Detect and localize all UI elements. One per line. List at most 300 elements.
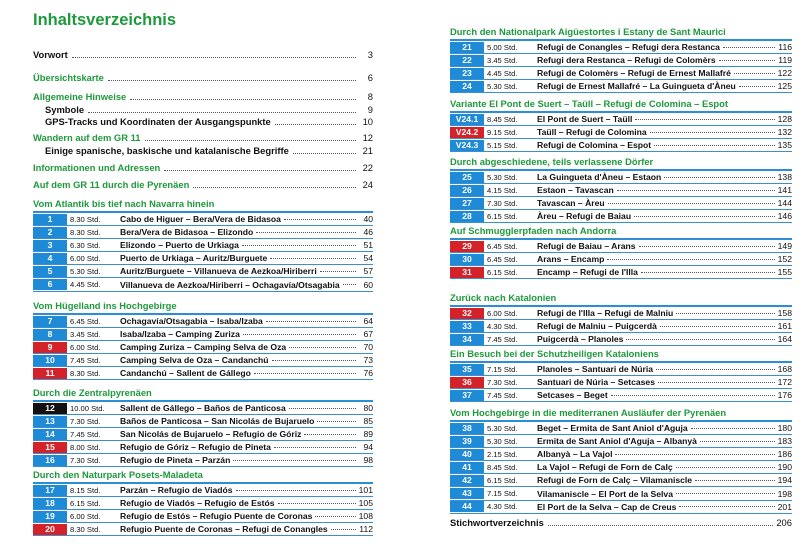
stage-page: 40: [363, 214, 373, 224]
stage-duration: 8.30 Std.: [70, 214, 101, 224]
stage-number: 43: [450, 488, 484, 499]
stage-number: 20: [33, 524, 67, 535]
stage-duration: 8.45 Std.: [487, 114, 518, 124]
stage-number: 40: [450, 449, 484, 460]
stage-duration: 5.30 Std.: [487, 172, 518, 182]
stage-row[interactable]: [450, 389, 792, 402]
stage-duration: 6.45 Std.: [487, 254, 518, 264]
stage-number: 2: [33, 227, 67, 238]
stage-duration: 10.00 Std.: [70, 403, 105, 413]
stage-title: La Guingueta d'Àneu – Estaon: [537, 172, 662, 182]
stage-row[interactable]: [33, 239, 373, 252]
stage-number: V24.1: [450, 114, 484, 125]
stage-row[interactable]: [450, 333, 792, 346]
stage-page: 155: [777, 267, 792, 278]
stage-number: 10: [33, 355, 67, 366]
stage-number: 17: [33, 485, 67, 496]
stage-duration: 7.30 Std.: [70, 416, 101, 426]
stage-row[interactable]: [450, 240, 792, 253]
toc-entry[interactable]: [33, 71, 373, 84]
stage-number: 29: [450, 241, 484, 252]
stage-row[interactable]: [450, 197, 792, 210]
stage-title: Ermita de Sant Aniol d'Aguja – Albanyà: [537, 436, 697, 447]
stage-title: La Vajol – Refugi de Forn de Calç: [537, 462, 673, 473]
dot-leader: [243, 334, 356, 335]
stage-duration: 5.15 Std.: [487, 140, 518, 150]
stage-duration: 6.30 Std.: [70, 240, 101, 250]
stage-number: 13: [33, 416, 67, 427]
toc-entry[interactable]: [33, 161, 373, 174]
dot-leader: [548, 525, 774, 526]
section-heading: Durch abgeschiedene, teils verlassene Dörfer: [450, 156, 654, 167]
stage-number: 1: [33, 214, 67, 225]
stage-number: 16: [33, 455, 67, 466]
stage-duration: 4.15 Std.: [487, 185, 518, 195]
stage-number: 5: [33, 266, 67, 277]
stage-row[interactable]: [450, 41, 792, 54]
stage-duration: 7.45 Std.: [487, 334, 518, 344]
stage-duration: 4.45 Std.: [487, 68, 518, 78]
stage-duration: 8.00 Std.: [70, 442, 101, 452]
toc-entry[interactable]: [33, 144, 373, 157]
stage-number: 19: [33, 511, 67, 522]
stage-page: 190: [777, 462, 792, 473]
stage-title: Villanueva de Aezkoa/Hiriberri – Ochagavía/Otsagabia: [120, 279, 340, 290]
stage-number: 18: [33, 498, 67, 509]
stage-title: Auritz/Burguete – Villanueva de Aezkoa/Hiriberri: [120, 266, 317, 277]
dot-leader: [700, 441, 775, 442]
dot-leader: [193, 187, 356, 188]
entry-page: 24: [362, 179, 373, 190]
stage-number: 8: [33, 329, 67, 340]
dot-leader: [331, 529, 356, 530]
dot-leader: [654, 145, 775, 146]
stage-row[interactable]: [450, 474, 792, 487]
stage-title: Refugi de Colomina – Espot: [537, 140, 652, 151]
stage-number: 34: [450, 334, 484, 345]
dot-leader: [233, 460, 356, 461]
stage-row[interactable]: [33, 454, 373, 467]
section-heading: Zurück nach Katalonien: [450, 292, 557, 303]
stage-row[interactable]: [450, 488, 792, 501]
dot-leader: [274, 447, 356, 448]
stage-title: Refugio de Pineta – Parzán: [120, 455, 231, 466]
stage-duration: 2.15 Std.: [487, 449, 518, 459]
stage-title: Planoles – Santuari de Núria: [537, 364, 654, 374]
entry-title: Informationen und Adressen: [33, 162, 161, 173]
toc-entry[interactable]: [33, 178, 373, 191]
stage-title: Parzán – Refugio de Viadós: [120, 485, 233, 495]
stage-row[interactable]: [450, 461, 792, 474]
stage-page: 60: [363, 279, 373, 290]
stage-duration: 6.45 Std.: [70, 316, 101, 326]
stage-row[interactable]: [450, 307, 792, 320]
stage-row[interactable]: [450, 363, 792, 376]
stage-row[interactable]: [450, 113, 792, 126]
stage-title: Refugi de l'Illa – Refugi de Malniu: [537, 308, 674, 318]
stage-title: Refugi de Colomèrs – Refugi de Ernest Mallafré: [537, 68, 731, 79]
stage-number: 28: [450, 211, 484, 222]
stage-number: 26: [450, 185, 484, 196]
dot-leader: [275, 124, 356, 125]
section-heading: Durch den Naturpark Posets-Maladeta: [33, 469, 203, 480]
dot-leader: [304, 434, 356, 435]
dot-leader: [72, 57, 356, 58]
stage-title: Refugi dera Restanca – Refugi de Colomèrs: [537, 55, 716, 66]
stage-number: 31: [450, 267, 484, 278]
stage-page: 168: [777, 364, 792, 374]
stage-title: Refugio Puente de Coronas – Refugi de Conangles: [120, 524, 328, 535]
dot-leader: [634, 216, 775, 217]
stage-row[interactable]: [450, 184, 792, 197]
stage-title: Puerto de Urkiaga – Auritz/Burguete: [120, 253, 268, 264]
stage-duration: 6.00 Std.: [70, 253, 101, 263]
stage-row[interactable]: [33, 441, 373, 454]
dot-leader: [635, 119, 774, 120]
stage-row[interactable]: [450, 210, 792, 223]
stage-title: Tavascan – Àreu: [537, 198, 605, 209]
stage-duration: 8.15 Std.: [70, 485, 101, 495]
toc-entry[interactable]: [33, 115, 373, 128]
section-heading: Ein Besuch bei der Schutzheiligen Kataloniens: [450, 348, 659, 359]
stage-duration: 5.30 Std.: [487, 81, 518, 91]
section-heading: Vom Atlantik bis tief nach Navarra hinein: [33, 198, 215, 209]
stage-title: Albanyà – La Vajol: [537, 449, 613, 460]
dot-leader: [691, 428, 775, 429]
entry-page: 6: [367, 72, 373, 83]
stage-row[interactable]: [450, 266, 792, 279]
stage-row[interactable]: [33, 252, 373, 265]
stage-page: 138: [777, 172, 792, 182]
section-heading: Vom Hochgebirge in die mediterranen Ausläufer der Pyrenäen: [450, 407, 727, 418]
entry-title: Vorwort: [33, 49, 68, 60]
stage-number: V24.3: [450, 140, 484, 151]
stage-number: 7: [33, 316, 67, 327]
entry-title: GPS-Tracks und Koordinaten der Ausgangspunkte: [45, 116, 271, 127]
stage-title: Encamp – Refugi de l'Illa: [537, 267, 638, 278]
stage-title: Refugi de Forn de Calç – Vilamaniscle: [537, 475, 693, 486]
stage-row[interactable]: [33, 484, 373, 497]
stage-row[interactable]: [33, 428, 373, 441]
stage-title: Candanchú – Sallent de Gállego: [120, 368, 251, 379]
index-entry[interactable]: [450, 516, 792, 529]
toc-entry[interactable]: [33, 90, 373, 103]
stage-row[interactable]: [33, 354, 373, 367]
stage-page: 135: [777, 140, 792, 151]
dot-leader: [272, 360, 356, 361]
dot-leader: [130, 99, 356, 100]
stage-page: 80: [363, 403, 373, 413]
dot-leader: [284, 219, 356, 220]
stage-title: Setcases – Beget: [537, 390, 608, 401]
stage-number: 22: [450, 55, 484, 66]
stage-row[interactable]: [450, 80, 792, 93]
stage-duration: 6.00 Std.: [70, 342, 101, 352]
stage-page: 146: [777, 211, 792, 222]
dot-leader: [650, 132, 775, 133]
stage-duration: 8.45 Std.: [487, 462, 518, 472]
stage-page: 116: [778, 42, 792, 52]
stage-row[interactable]: [450, 54, 792, 67]
stage-number: 36: [450, 377, 484, 388]
stage-title: Refugi de Baiau – Arans: [537, 241, 636, 251]
entry-page: 3: [367, 49, 373, 60]
stage-number: 12: [33, 403, 67, 414]
stage-row[interactable]: [450, 422, 792, 435]
stage-number: 21: [450, 42, 484, 53]
section-heading: Vom Hügelland ins Hochgebirge: [33, 300, 177, 311]
stage-row[interactable]: [450, 139, 792, 152]
stage-page: 198: [777, 488, 792, 499]
stage-row[interactable]: [450, 320, 792, 333]
stage-title: Sallent de Gállego – Baños de Panticosa: [120, 403, 286, 413]
stage-title: Santuari de Núria – Setcases: [537, 377, 655, 388]
stage-title: Refugio de Góriz – Refugio de Pineta: [120, 442, 271, 453]
stage-page: 194: [777, 475, 792, 486]
stage-page: 176: [777, 390, 792, 401]
stage-page: 98: [363, 455, 373, 466]
stage-number: 42: [450, 475, 484, 486]
stage-title: Refugio de Viadós – Refugio de Estós: [120, 498, 275, 509]
dot-leader: [320, 271, 356, 272]
entry-page: 22: [362, 162, 373, 173]
stage-number: 15: [33, 442, 67, 453]
stage-row[interactable]: [450, 448, 792, 461]
stage-duration: 6.00 Std.: [487, 308, 518, 318]
stage-number: 24: [450, 81, 484, 92]
stage-duration: 3.45 Std.: [70, 329, 101, 339]
stage-row[interactable]: [33, 497, 373, 510]
dot-leader: [734, 73, 775, 74]
entry-page: 206: [776, 517, 792, 528]
entry-title: Symbole: [45, 104, 85, 115]
stage-title: El Port de la Selva – Cap de Creus: [537, 501, 677, 512]
stage-page: 105: [358, 498, 373, 509]
stage-title: Camping Selva de Oza – Candanchú: [120, 355, 269, 366]
dot-leader: [626, 339, 774, 340]
stage-title: Àreu – Refugi de Baiau: [537, 211, 632, 222]
stage-number: 3: [33, 240, 67, 251]
stage-page: 180: [777, 423, 792, 433]
dot-leader: [641, 272, 775, 273]
stage-row[interactable]: [33, 328, 373, 341]
stage-page: 128: [777, 114, 792, 124]
stage-number: 38: [450, 423, 484, 434]
stage-page: 94: [363, 442, 373, 453]
stage-number: 41: [450, 462, 484, 473]
dot-leader: [108, 80, 356, 81]
dot-leader: [88, 112, 356, 113]
dot-leader: [664, 177, 774, 178]
stage-row[interactable]: [33, 315, 373, 328]
stage-page: 70: [363, 342, 373, 353]
entry-title: Allgemeine Hinweise: [33, 91, 127, 102]
stage-row[interactable]: [33, 510, 373, 523]
stage-title: Arans – Encamp: [537, 254, 605, 265]
stage-page: 186: [777, 449, 792, 460]
dot-leader: [658, 382, 775, 383]
dot-leader: [164, 170, 356, 171]
stage-page: 51: [363, 240, 373, 251]
stage-title: Camping Zuriza – Camping Selva de Oza: [120, 342, 287, 353]
stage-duration: 6.15 Std.: [487, 211, 518, 221]
dot-leader: [289, 408, 356, 409]
dot-leader: [607, 259, 774, 260]
dot-leader: [242, 245, 356, 246]
stage-row[interactable]: [33, 341, 373, 354]
stage-duration: 5.30 Std.: [487, 423, 518, 433]
stage-page: 101: [358, 485, 373, 495]
stage-page: 125: [777, 81, 792, 92]
dot-leader: [289, 347, 356, 348]
stage-duration: 7.30 Std.: [487, 198, 518, 208]
stage-number: 37: [450, 390, 484, 401]
entry-title: Auf dem GR 11 durch die Pyrenäen: [33, 179, 190, 190]
toc-entry[interactable]: [33, 131, 373, 144]
entry-page: 9: [367, 104, 373, 115]
stage-duration: 6.15 Std.: [487, 475, 518, 485]
stage-row[interactable]: [33, 279, 373, 292]
stage-title: Refugi de Malniu – Puigcerdà: [537, 321, 657, 332]
stage-duration: 8.30 Std.: [70, 227, 101, 237]
stage-number: 30: [450, 254, 484, 265]
stage-number: 14: [33, 429, 67, 440]
stage-title: Refugi de Conangles – Refugi dera Restanca: [537, 42, 720, 52]
dot-leader: [676, 467, 775, 468]
stage-page: 161: [777, 321, 792, 332]
stage-number: 32: [450, 308, 484, 319]
stage-page: 172: [777, 377, 792, 388]
stage-duration: 9.15 Std.: [487, 127, 518, 137]
stage-row[interactable]: [33, 367, 373, 380]
stage-number: 23: [450, 68, 484, 79]
entry-page: 21: [362, 145, 373, 156]
stage-duration: 4.45 Std.: [70, 280, 101, 289]
stage-page: 144: [777, 198, 792, 209]
dot-leader: [615, 454, 774, 455]
dot-leader: [236, 490, 356, 491]
dot-leader: [343, 284, 356, 285]
stage-page: 152: [777, 254, 792, 265]
stage-row[interactable]: [33, 523, 373, 536]
stage-number: 6: [33, 279, 67, 290]
section-heading: Durch die Zentralpyrenäen: [33, 387, 152, 398]
stage-title: San Nicolás de Bujaruelo – Refugio de Góriz: [120, 429, 302, 440]
stage-row[interactable]: [33, 265, 373, 278]
stage-row[interactable]: [33, 402, 373, 415]
dot-leader: [676, 313, 774, 314]
stage-page: 149: [777, 241, 792, 251]
stage-page: 108: [358, 511, 373, 522]
stage-page: 201: [777, 501, 792, 512]
stage-page: 57: [363, 266, 373, 277]
entry-title: Wandern auf dem GR 11: [33, 132, 141, 143]
stage-page: 54: [363, 253, 373, 264]
stage-duration: 8.30 Std.: [70, 368, 101, 378]
stage-title: Refugi de Ernest Mallafré – La Guingueta d'Àneu: [537, 81, 736, 92]
stage-duration: 7.45 Std.: [487, 390, 518, 400]
toc-entry[interactable]: [33, 48, 373, 61]
stage-duration: 8.30 Std.: [70, 524, 101, 534]
stage-duration: 6.15 Std.: [487, 267, 518, 277]
stage-number: 9: [33, 342, 67, 353]
entry-title: Stichwortverzeichnis: [450, 517, 544, 528]
stage-page: 89: [363, 429, 373, 440]
stage-duration: 6.45 Std.: [487, 241, 518, 251]
stage-row[interactable]: [450, 126, 792, 139]
stage-number: 33: [450, 321, 484, 332]
stage-title: Puigcerdà – Planoles: [537, 334, 624, 345]
stage-title: Vilamaniscle – El Port de la Selva: [537, 488, 673, 499]
stage-number: V24.2: [450, 127, 484, 138]
stage-number: 25: [450, 172, 484, 183]
stage-page: 67: [363, 329, 373, 340]
page-title: Inhaltsverzeichnis: [33, 11, 177, 29]
stage-number: 39: [450, 436, 484, 447]
dot-leader: [293, 153, 356, 154]
dot-leader: [660, 326, 775, 327]
stage-page: 112: [359, 524, 373, 535]
dot-leader: [315, 516, 355, 517]
dot-leader: [145, 140, 357, 141]
dot-leader: [679, 506, 774, 507]
stage-number: 27: [450, 198, 484, 209]
dot-leader: [611, 395, 775, 396]
entry-page: 10: [362, 116, 373, 127]
stage-number: 4: [33, 253, 67, 264]
stage-title: Taüll – Refugi de Colomina: [537, 127, 647, 138]
stage-page: 141: [777, 185, 792, 196]
stage-row[interactable]: [33, 213, 373, 226]
entry-page: 12: [362, 132, 373, 143]
stage-title: El Pont de Suert – Taüll: [537, 114, 633, 124]
stage-title: Baños de Panticosa – San Nicolás de Bujaruelo: [120, 416, 315, 427]
stage-duration: 6.15 Std.: [70, 498, 101, 508]
stage-duration: 3.45 Std.: [487, 55, 518, 65]
dot-leader: [266, 321, 356, 322]
stage-row[interactable]: [450, 171, 792, 184]
stage-duration: 5.30 Std.: [487, 436, 518, 446]
stage-row[interactable]: [33, 226, 373, 239]
stage-duration: 7.45 Std.: [70, 429, 101, 439]
section-heading: Variante El Pont de Suert – Taüll – Refugi de Colomina – Espot: [450, 98, 729, 109]
stage-title: Bera/Vera de Bidasoa – Elizondo: [120, 227, 254, 238]
stage-duration: 7.30 Std.: [487, 377, 518, 387]
stage-title: Elizondo – Puerto de Urkiaga: [120, 240, 239, 251]
dot-leader: [739, 86, 775, 87]
stage-row[interactable]: [33, 415, 373, 428]
dot-leader: [676, 493, 775, 494]
stage-row[interactable]: [450, 435, 792, 448]
stage-page: 132: [777, 127, 792, 138]
stage-title: Isaba/Izaba – Camping Zuriza: [120, 329, 240, 340]
stage-row[interactable]: [450, 501, 792, 514]
dot-leader: [317, 421, 356, 422]
stage-row[interactable]: [450, 67, 792, 80]
stage-page: 122: [777, 68, 792, 79]
section-heading: Auf Schmugglerpfaden nach Andorra: [450, 225, 617, 236]
stage-row[interactable]: [450, 253, 792, 266]
stage-title: Ochagavía/Otsagabia – Isaba/Izaba: [120, 316, 263, 326]
dot-leader: [256, 232, 356, 233]
stage-duration: 6.00 Std.: [70, 511, 101, 521]
stage-duration: 7.15 Std.: [487, 364, 518, 374]
entry-page: 8: [367, 91, 373, 102]
stage-row[interactable]: [450, 376, 792, 389]
dot-leader: [617, 190, 775, 191]
stage-number: 35: [450, 364, 484, 375]
stage-page: 158: [777, 308, 792, 318]
